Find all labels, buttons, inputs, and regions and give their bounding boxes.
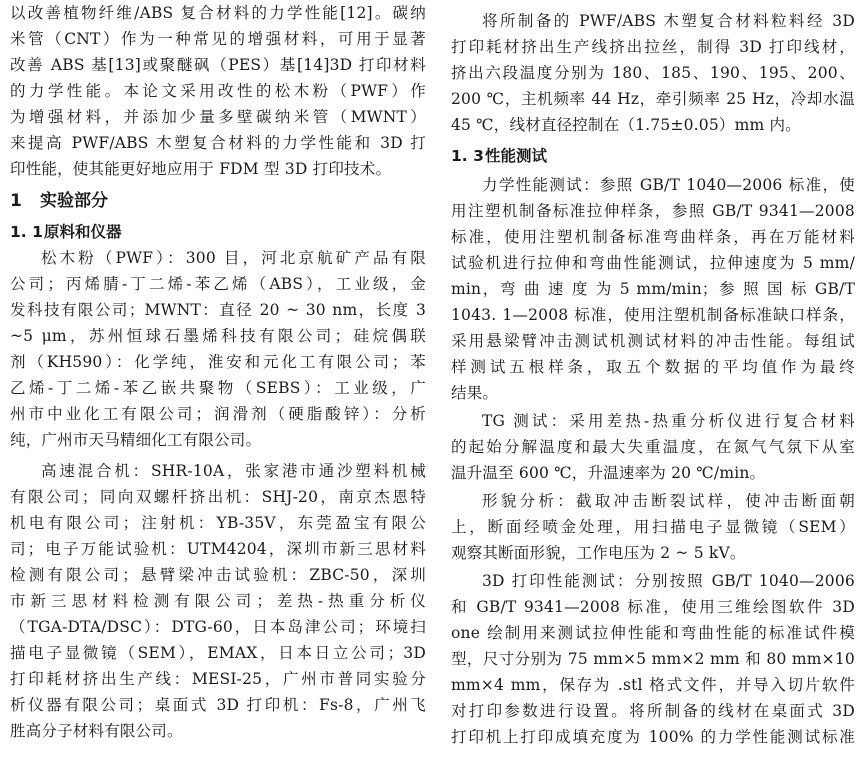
text-line: 形貌分析：截取冲击断裂试样，使冲击断面朝 [482, 492, 855, 510]
text-line: （TGA-DTA/DSC）：DTG-60，日本岛津公司；环境扫 [10, 618, 426, 636]
subsection-number: 1. 3 [451, 147, 484, 165]
text-line: 司；电子万能试验机：UTM4204，深圳市新三思材料 [10, 540, 426, 558]
text-line: 机电有限公司；注射机：YB-35V，东莞盈宝有限公 [10, 514, 426, 532]
text-line: 松木粉（PWF）：300 目，河北京航矿产品有限 [41, 249, 426, 267]
text-line: 有限公司；同向双螺杆挤出机：SHJ-20，南京杰恩特 [10, 488, 426, 506]
text-line: 和 GB/T 9341—2008 标准，使用三维绘图软件 3D [451, 598, 855, 616]
text-line: one 绘制用来测试拉伸性能和弯曲性能的标准试件模 [451, 624, 855, 642]
section-title: 实验部分 [40, 191, 108, 211]
text-line: 胜高分子材料有限公司。 [10, 722, 183, 740]
text-line: 试验机进行拉伸和弯曲性能测试，拉伸速度为 5 mm/ [451, 254, 855, 272]
text-line: 米管（CNT）作为一种常见的增强材料，可用于显著 [10, 30, 426, 48]
text-line: 型，尺寸分别为 75 mm×5 mm×2 mm 和 80 mm×10 [451, 650, 855, 668]
text-line: 检测有限公司；悬臂梁冲击试验机：ZBC-50，深圳 [10, 566, 426, 584]
text-line: 45 ℃，线材直径控制在（1.75±0.05）mm 内。 [451, 116, 801, 134]
subsection-heading [451, 143, 547, 169]
text-line: 乙烯-丁二烯-苯乙嵌共聚物（SEBS）：工业级，广 [10, 379, 426, 397]
text-line: 打印耗材挤出生产线：MESI-25，广州市普同实验分 [10, 670, 426, 688]
text-line: 将所制备的 PWF/ABS 木塑复合材料粒料经 3D [482, 12, 855, 30]
text-line: ~5 μm，苏州恒球石墨烯科技有限公司；硅烷偶联 [10, 327, 426, 345]
text-line: 描电子显微镜（SEM），EMAX，日本日立公司；3D [10, 644, 426, 662]
text-line: 观察其断面形貌，工作电压为 2 ~ 5 kV。 [451, 544, 746, 562]
text-line: 高速混合机：SHR-10A，张家港市通沙塑料机械 [41, 462, 426, 480]
text-line: 3D 打印性能测试：分别按照 GB/T 1040—2006 [482, 572, 855, 590]
text-line: 力学性能测试：参照 GB/T 1040—2006 标准，使 [482, 176, 855, 194]
text-line: 挤出六段温度分别为 180、185、190、195、200、 [451, 64, 855, 82]
text-line: 来提高 PWF/ABS 木塑复合材料的力学性能和 3D 打 [10, 134, 426, 152]
section-heading [10, 188, 108, 214]
text-line: min，弯 曲 速 度 为 5 mm/min；参 照 国 标 GB/T [451, 280, 855, 298]
text-line: 纯，广州市天马精细化工有限公司。 [10, 431, 262, 449]
text-line: 印性能，使其能更好地应用于 FDM 型 3D 打印技术。 [10, 160, 392, 178]
text-line: 的起始分解温度和最大失重温度，在氮气气氛下从室 [451, 438, 855, 456]
text-line: 打印耗材挤出生产线挤出拉丝，制得 3D 打印线材， [451, 38, 855, 56]
text-line: 1043. 1—2008 标准，使用注塑机制备标准缺口样条， [451, 306, 855, 324]
subsection-title: 原料和仪器 [44, 223, 122, 241]
text-line: 为增强材料，并添加少量多壁碳纳米管（MWNT） [10, 108, 426, 126]
text-line: 结果。 [451, 384, 499, 402]
text-line: mm×4 mm，保存为 .stl 格式文件，并导入切片软件 [451, 676, 855, 694]
text-line: 发科技有限公司；MWNT：直径 20 ~ 30 nm，长度 3 [10, 301, 426, 319]
text-line: 改善 ABS 基[13]或聚醚砜（PES）基[14]3D 打印材料 [10, 56, 426, 74]
text-line: 公司；丙烯腈-丁二烯-苯乙烯（ABS），工业级，金 [10, 275, 426, 293]
text-line: 上，断面经喷金处理，用扫描电子显微镜（SEM） [451, 518, 855, 536]
text-line: 打印机上打印成填充度为 100% 的力学性能测试标准 [451, 728, 855, 746]
section-number: 1 [10, 191, 22, 211]
text-line: 200 ℃，主机频率 44 Hz，牵引频率 25 Hz，冷却水温 [451, 90, 855, 108]
subsection-title: 性能测试 [485, 147, 548, 165]
text-line: 市新三思材料检测有限公司；差热-热重分析仪 [10, 592, 426, 610]
text-line: 用注塑机制备标准拉伸样条，参照 GB/T 9341—2008 [451, 202, 855, 220]
subsection-number: 1. 1 [10, 223, 43, 241]
text-line: 对打印参数进行设置。将所制备的线材在桌面式 3D [451, 702, 855, 720]
text-line: 析仪器有限公司；桌面式 3D 打印机：Fs-8，广州飞 [10, 696, 426, 714]
text-line: 标准，使用注塑机制备标准弯曲样条，再在万能材料 [451, 228, 855, 246]
text-line: 剂（KH590）：化学纯，淮安和元化工有限公司；苯 [10, 353, 426, 371]
text-line: 温升温至 600 ℃，升温速率为 20 ℃/min。 [451, 464, 766, 482]
text-line: TG 测试：采用差热-热重分析仪进行复合材料 [482, 412, 855, 430]
text-line: 州市中业化工有限公司；润滑剂（硬脂酸锌）：分析 [10, 405, 426, 423]
subsection-heading [10, 219, 122, 245]
text-line: 样测试五根样条，取五个数据的平均值作为最终 [451, 358, 855, 376]
text-line: 的力学性能。本论文采用改性的松木粉（PWF）作 [10, 82, 426, 100]
text-line: 以改善植物纤维/ABS 复合材料的力学性能[12]。碳纳 [10, 4, 426, 22]
text-line: 采用悬梁臂冲击测试机测试材料的冲击性能。每组试 [451, 332, 855, 350]
